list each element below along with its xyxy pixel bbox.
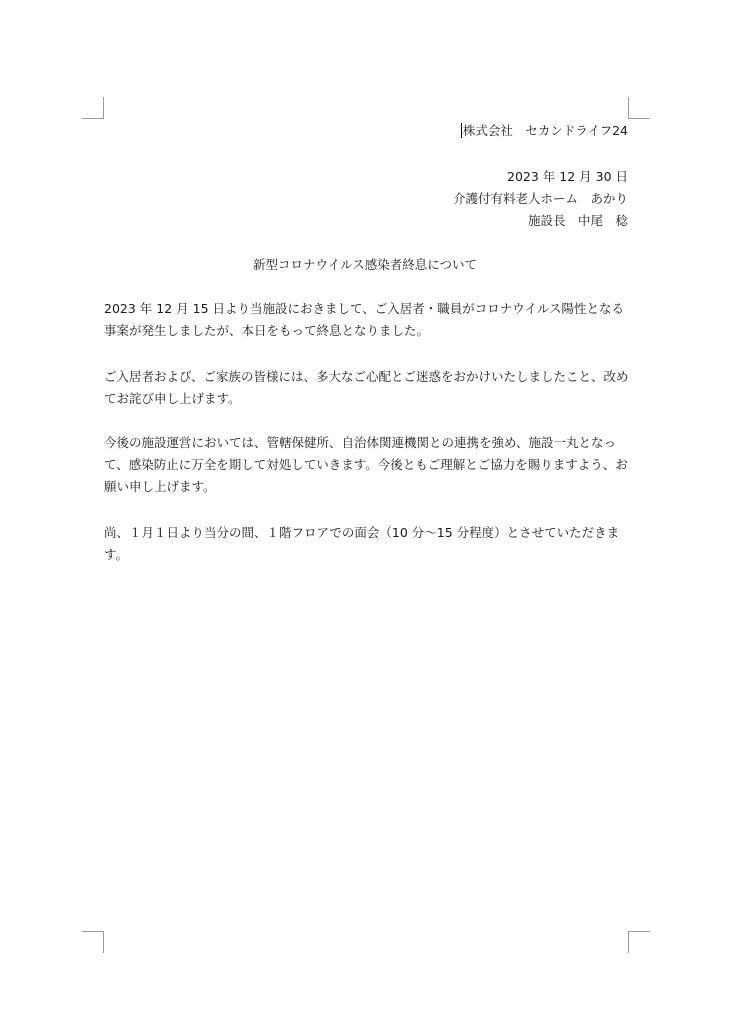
- crop-mark-top-right: [628, 97, 650, 119]
- date: 2023 年 12 月 30 日: [507, 169, 628, 184]
- facility-name: 介護付有料老人ホーム あかり: [452, 191, 628, 206]
- crop-mark-bottom-right: [628, 931, 650, 953]
- director-name: 施設長 中尾 稔: [527, 213, 628, 228]
- company-name: 株式会社 セカンドライフ24: [462, 123, 628, 138]
- crop-mark-top-left: [82, 97, 104, 119]
- body-paragraph-3: 今後の施設運営においては、管轄保健所、自治体関連機関との連携を強め、施設一丸となって、感染防止に万全を期して対処していきます。今後ともご理解とご協力を賜りますよう、お願い申し上げます。: [104, 435, 628, 494]
- document-title: 新型コロナウイルス感染者終息について: [252, 257, 477, 272]
- body-paragraph-2: ご入居者および、ご家族の皆様には、多大なご心配とご迷惑をおかけいたしましたこと、改めてお詫び申し上げます。: [104, 369, 629, 406]
- body-paragraph-4: 尚、１月１日より当分の間、１階フロアでの面会（10 分～15 分程度）とさせていただきます。: [104, 525, 620, 562]
- crop-mark-bottom-left: [82, 931, 104, 953]
- company-line[interactable]: [461, 123, 628, 139]
- text-cursor: [461, 123, 462, 138]
- body-paragraph-1: 2023 年 12 月 15 日より当施設におきまして、ご入居者・職員がコロナウイルス陽性となる事案が発生しましたが、本日をもって終息となりました。: [104, 301, 624, 338]
